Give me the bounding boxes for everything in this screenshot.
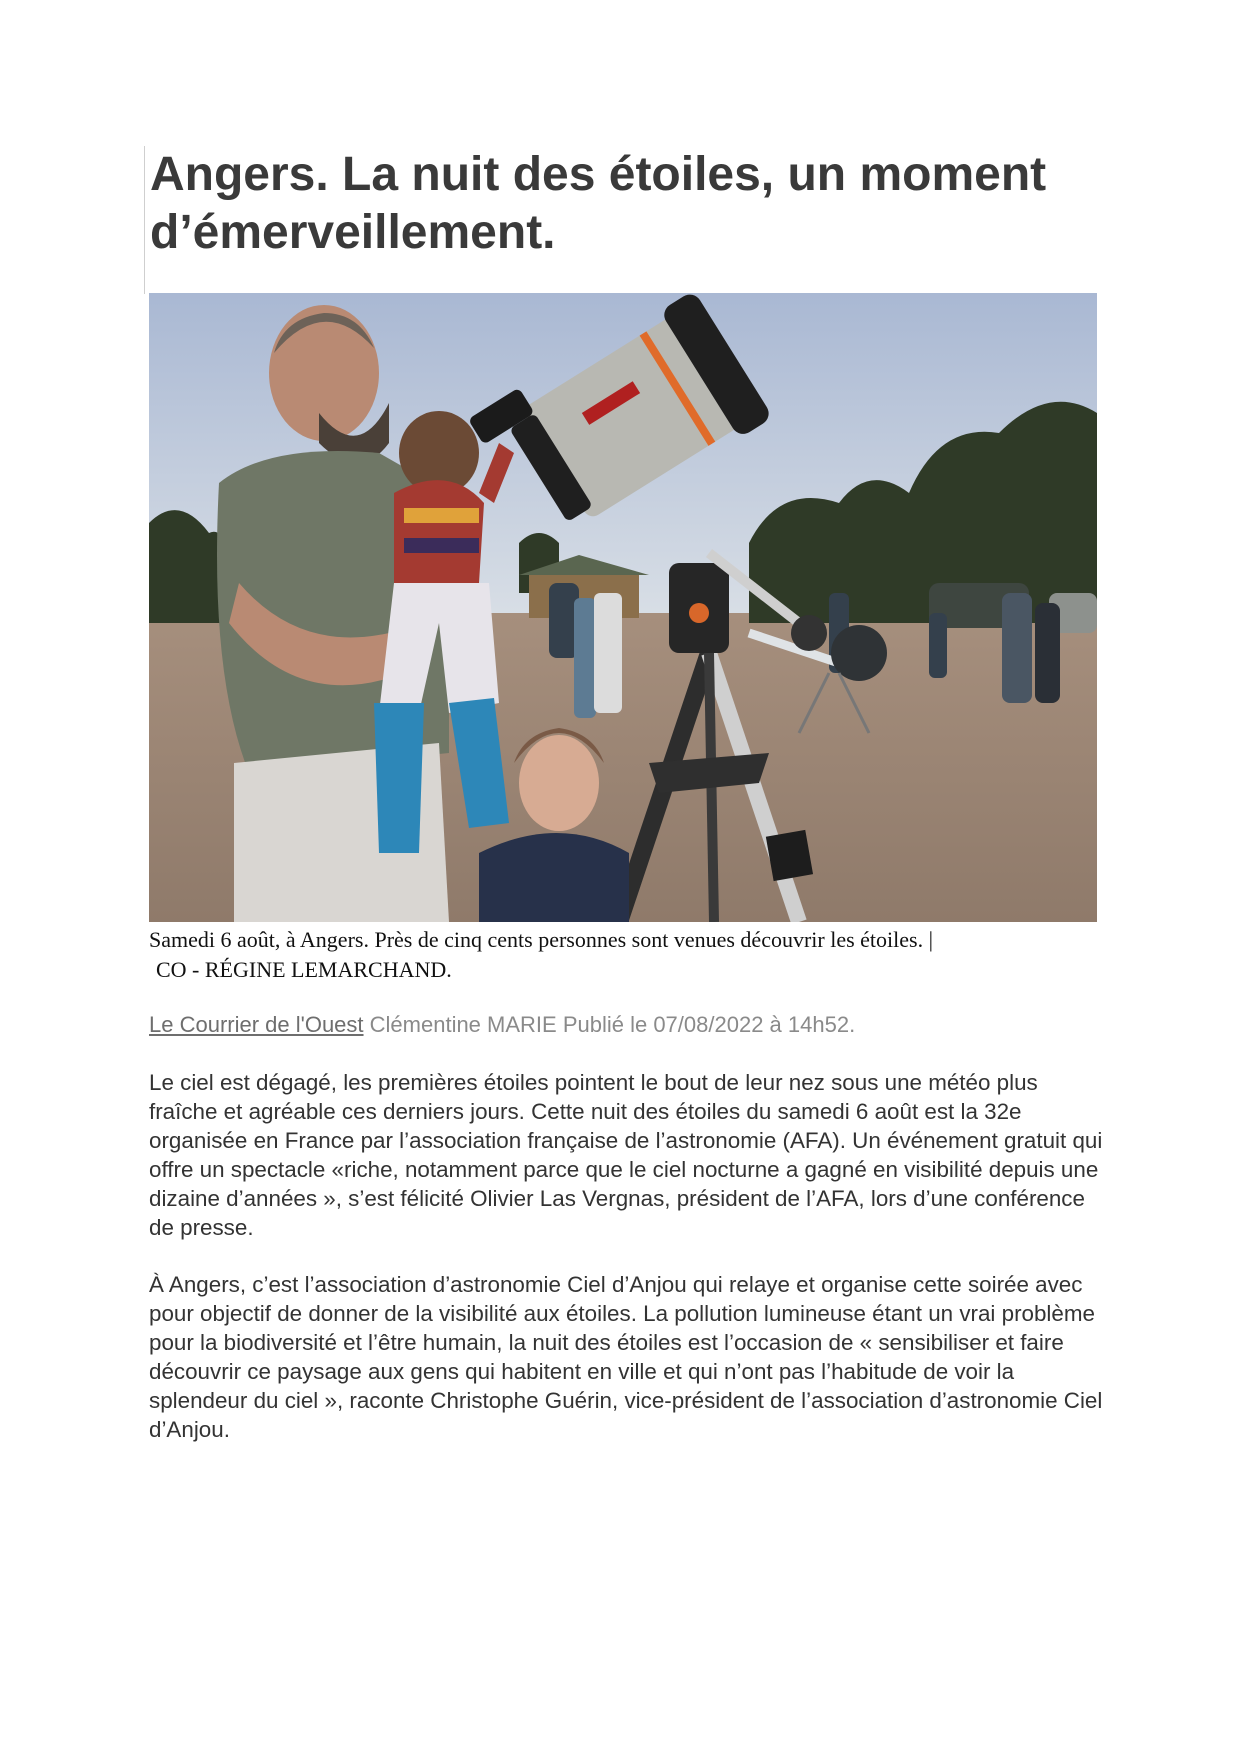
caption-text: Samedi 6 août, à Angers. Près de cinq cents personnes sont venues découvrir les étoiles. | [149, 927, 933, 952]
photo-caption [149, 925, 1109, 985]
article-paragraph-2: À Angers, c’est l’association d’astronomie Ciel d’Anjou qui relaye et organise cette soirée avec pour objectif de donner de la visibilité aux étoiles. La pollution lumineuse étant un vrai problème pour la biodiversité et l’être humain, la nuit des étoiles est l’occasion de « sensibiliser et faire découvrir ce paysage aux gens qui habitent en ville et qui n’ont pas l’habitude de voir la splendeur du ciel », raconte Christophe Guérin, vice-président de l’association d’astronomie Ciel d’Anjou. [149, 1272, 1103, 1442]
author-date: Clémentine MARIE Publié le 07/08/2022 à 14h52. [363, 1012, 856, 1037]
source-link[interactable]: Le Courrier de l'Ouest [149, 1012, 364, 1037]
article-paragraph-1: Le ciel est dégagé, les premières étoiles pointent le bout de leur nez sous une météo plus fraîche et agréable ces derniers jours. Cette nuit des étoiles du samedi 6 août est la 32e organisée en France par l’association française de l’astronomie (AFA). Un événement gratuit qui offre un spectacle «riche, notamment parce que le ciel nocturne a gagné en visibilité depuis une dizaine d’années », s’est félicité Olivier Las Vergnas, président de l’AFA, lors d’une conférence de presse. [149, 1070, 1103, 1240]
article-title: Angers. La nuit des étoiles, un moment d’émerveillement. [150, 148, 1047, 259]
photo-telescope-scene [149, 293, 1097, 922]
article-photo [149, 293, 1097, 922]
byline [149, 1010, 1109, 1040]
photo-credit: CO - RÉGINE LEMARCHAND. [156, 957, 452, 982]
title-rule [144, 146, 145, 294]
